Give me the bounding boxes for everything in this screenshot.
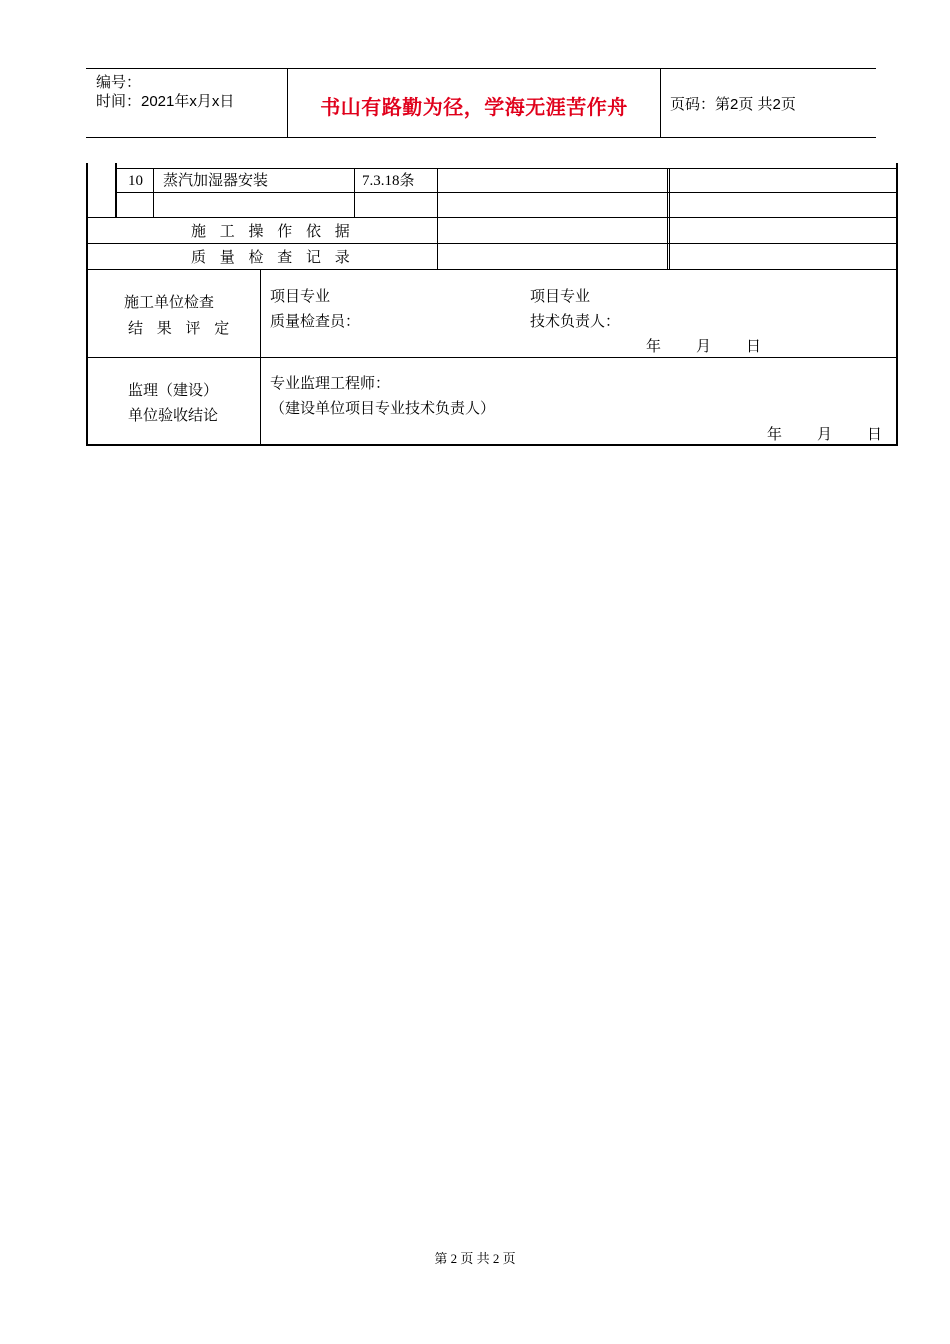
supervision-label-2: 单位验收结论 xyxy=(128,408,219,424)
supervision-label-1: 监理（建设） xyxy=(128,383,219,399)
item-number: 10 xyxy=(128,173,143,189)
header-meta xyxy=(96,73,234,111)
number-label: 编号： xyxy=(96,74,142,91)
date-year: 年 xyxy=(646,339,662,355)
header-divider xyxy=(660,69,661,137)
supervision-date-year: 年 xyxy=(767,427,783,443)
date-month: 月 xyxy=(696,339,712,355)
item-name: 蒸汽加湿器安装 xyxy=(163,173,269,189)
tech-lead-label-1: 项目专业 xyxy=(530,289,591,305)
inspection-table xyxy=(86,163,898,446)
item-clause: 7.3.18条 xyxy=(362,173,415,189)
supervision-date-day: 日 xyxy=(867,427,883,443)
construction-eval-label-2: 结 果 评 定 xyxy=(128,321,235,337)
inspector-label-1: 项目专业 xyxy=(270,289,331,305)
inspector-label-2: 质量检查员： xyxy=(270,314,361,330)
header-page-label: 页码：第2页 共2页 xyxy=(670,96,796,113)
supervision-engineer-label: 专业监理工程师： xyxy=(270,376,391,392)
construction-eval-label-1: 施工单位检查 xyxy=(124,295,215,311)
date-day: 日 xyxy=(746,339,762,355)
page-footer: 第 2 页 共 2 页 xyxy=(434,1251,516,1266)
document-header xyxy=(86,68,876,138)
header-motto: 书山有路勤为径，学海无涯苦作舟 xyxy=(320,95,628,119)
owner-rep-label: （建设单位项目专业技术负责人） xyxy=(270,401,496,417)
operation-basis-label: 施 工 操 作 依 据 xyxy=(191,224,355,240)
supervision-date-month: 月 xyxy=(817,427,833,443)
time-label: 时间：2021年x月x日 xyxy=(96,93,235,110)
quality-record-label: 质 量 检 查 记 录 xyxy=(191,250,355,266)
tech-lead-label-2: 技术负责人： xyxy=(530,314,621,330)
